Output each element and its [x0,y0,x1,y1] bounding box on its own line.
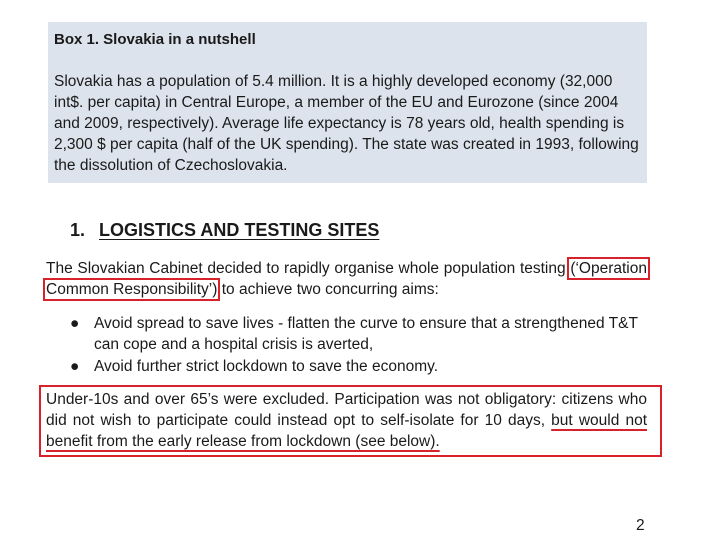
section-heading [70,219,379,241]
bullet-icon: ● [70,315,80,332]
list-item-text: Avoid spread to save lives - flatten the curve to ensure that a strengthened T&T can cope and a hospital crisis is averted, [94,315,638,353]
operation-name-highlight: (‘Operation Common Responsibility’) [46,260,647,298]
section-number: 1. [70,220,86,240]
intro-text-end: to achieve two concurring aims: [217,281,439,298]
section-title: LOGISTICS AND TESTING SITES [99,220,380,240]
list-item [70,356,648,377]
box-title: Box 1. Slovakia in a nutshell [54,31,256,48]
intro-paragraph [46,258,647,300]
participation-text: Under-10s and over 65’s were excluded. Participation was not obligatory: citizens who did not wish to participate could instead opt to self-isolate for 10 days, [46,391,647,429]
list-item [70,313,648,355]
summary-box [48,22,647,183]
intro-text-start: The Slovakian Cabinet decided to rapidly organise whole population testing [46,260,571,277]
aims-list [70,313,648,378]
underlined-note: but would not benefit from the early release from lockdown (see below). [46,412,647,450]
participation-paragraph [46,389,647,452]
list-item-text: Avoid further strict lockdown to save the economy. [94,358,439,375]
box-text: Slovakia has a population of 5.4 million. It is a highly developed economy (32,000 int$. per capita) in Central Europe, a member of the EU and Eurozone (since 2004 and 2009, respectively). Average life expectancy is 78 years old, health spending is 2,300 $ per capita (half of the UK spending). The state was created in 1993, following the dissolution of Czechoslovakia. [54,73,639,174]
bullet-icon: ● [70,358,80,375]
page-number: 2 [636,517,645,534]
